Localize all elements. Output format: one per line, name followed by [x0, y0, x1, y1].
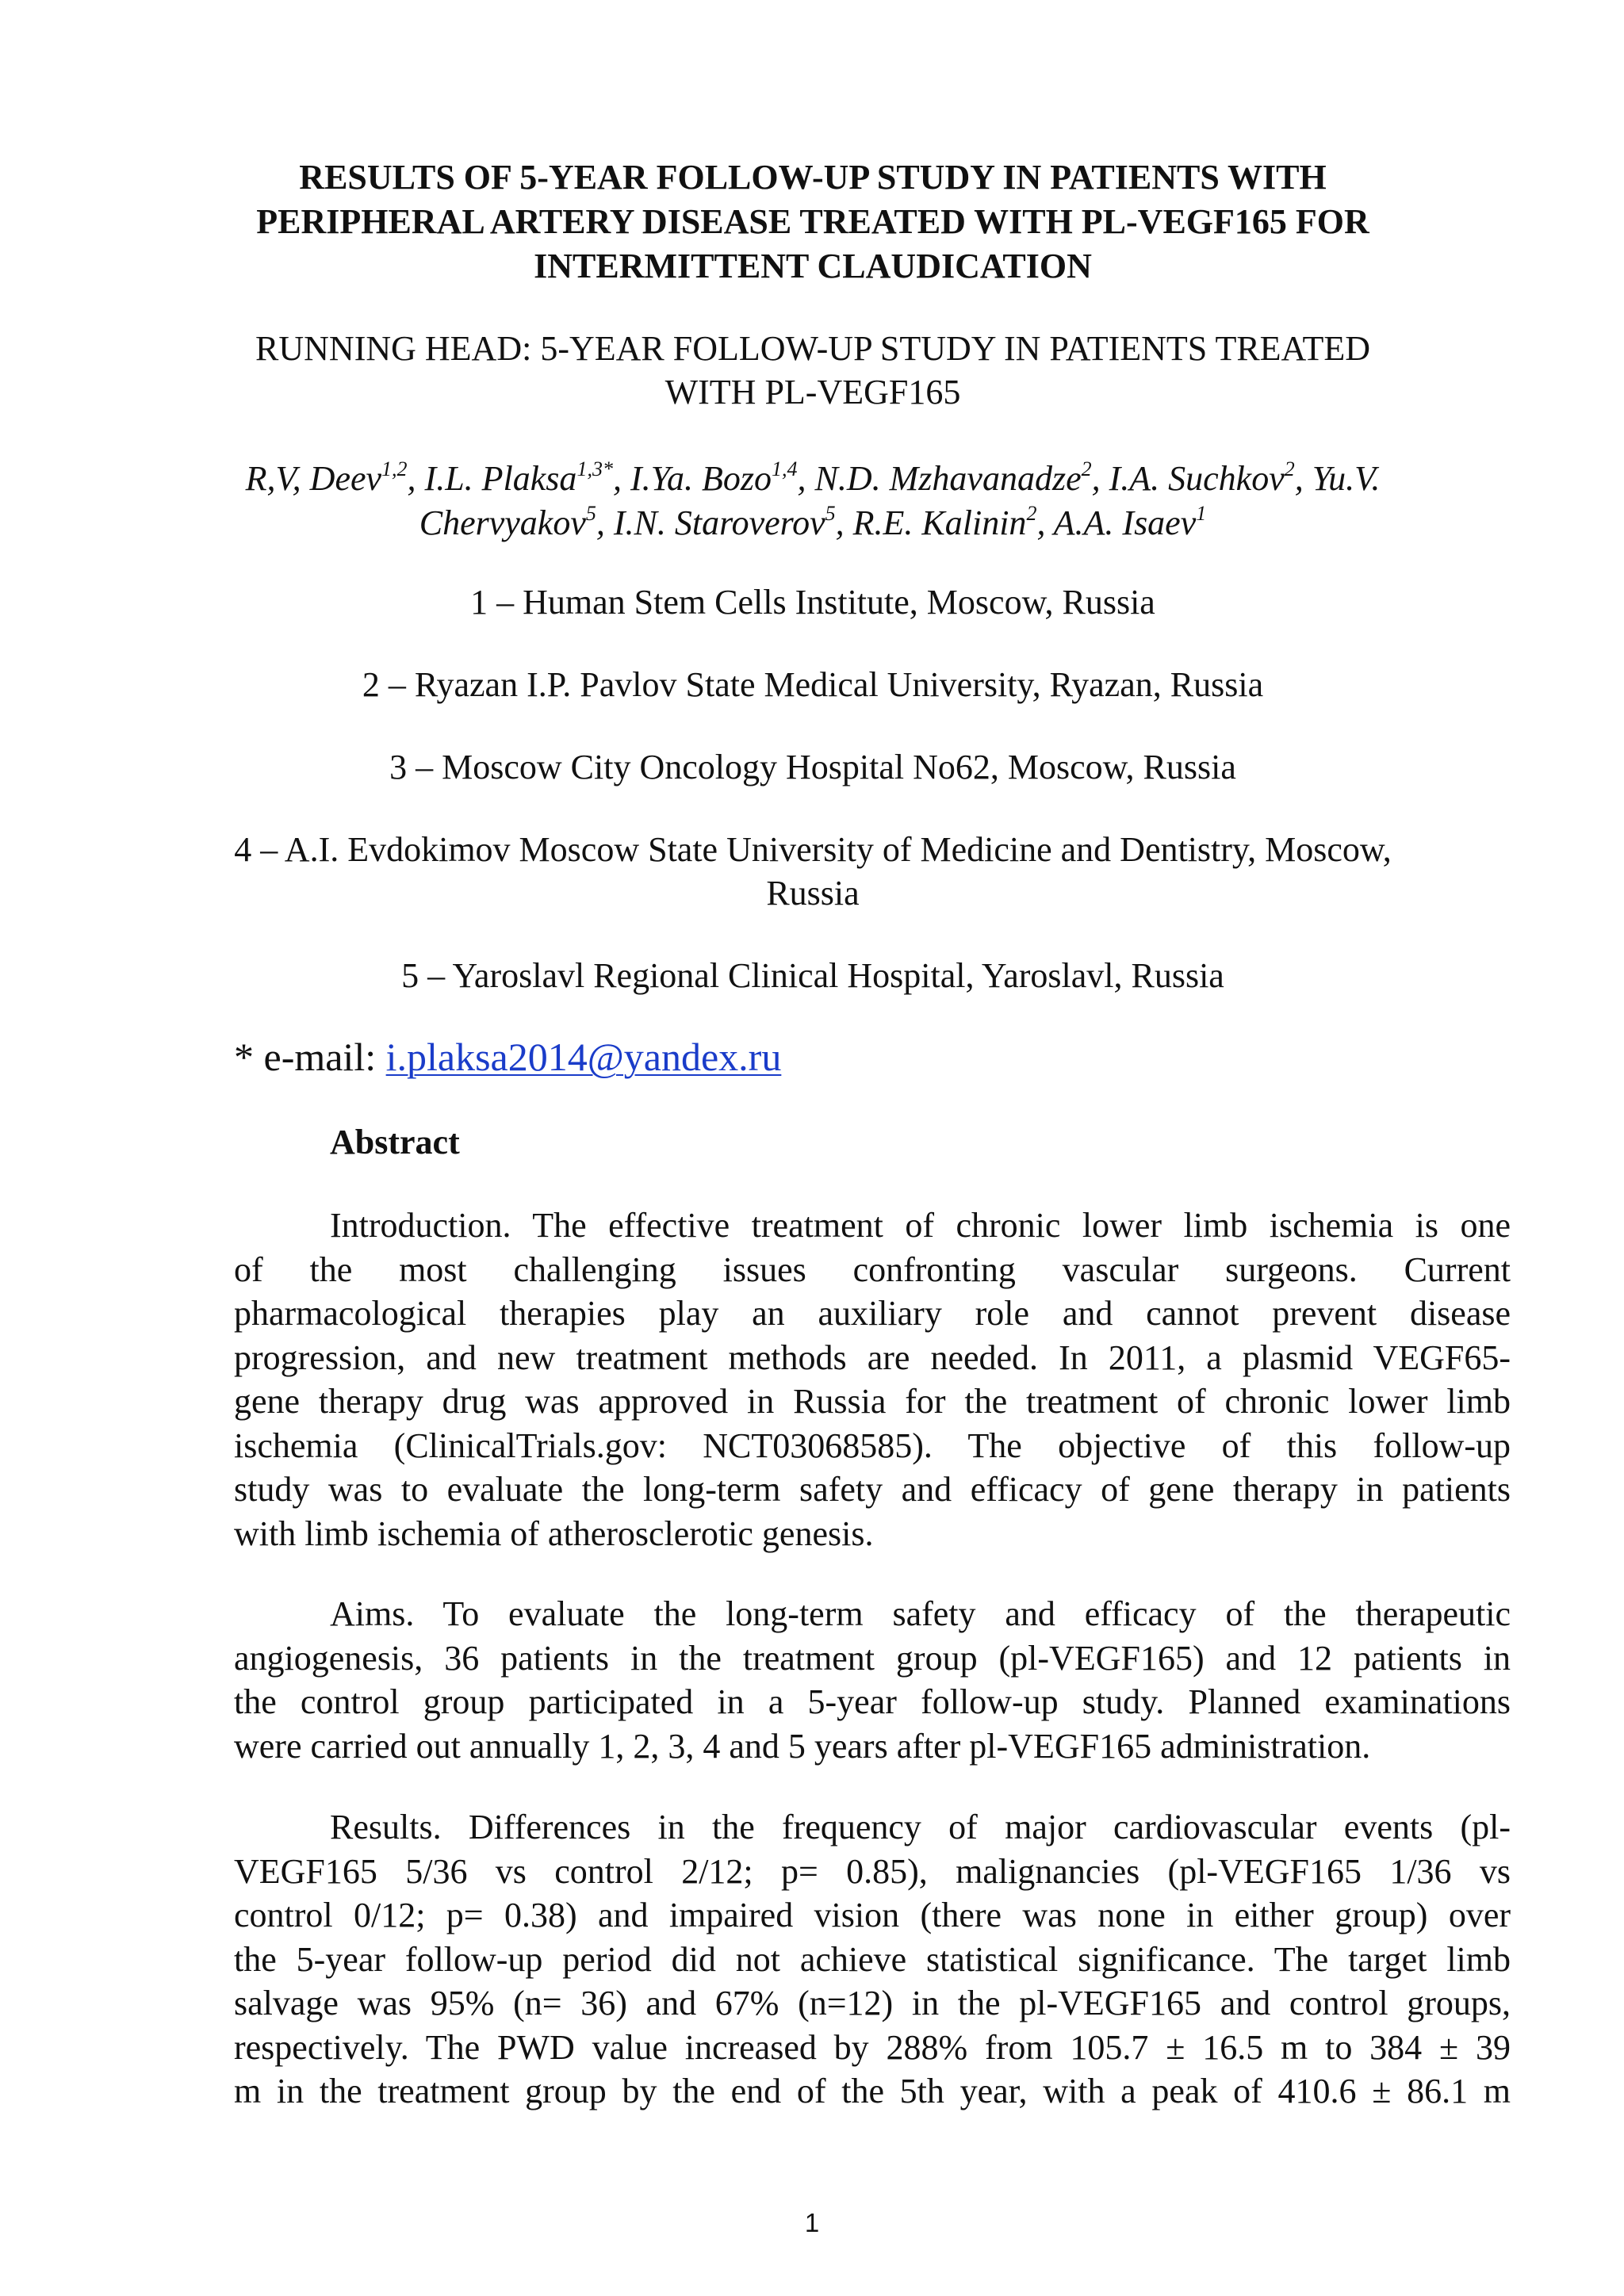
- running-head: [198, 327, 1427, 414]
- title-line: INTERMITTENT CLAUDICATION: [534, 247, 1092, 285]
- author-affiliation-mark: 2: [1081, 457, 1092, 480]
- text-line: the control group participated in a 5-year follow-up study. Planned examinations: [234, 1682, 1511, 1721]
- author-affiliation-mark: 1,4: [772, 457, 798, 480]
- text-line: Aims. To evaluate the long-term safety and efficacy of the therapeutic: [330, 1594, 1511, 1633]
- affiliation-line: 4 – A.I. Evdokimov Moscow State University of Medicine and Dentistry, Moscow,: [234, 830, 1392, 869]
- author-affiliation-mark: 1,2: [381, 457, 408, 480]
- author-name: I.N. Staroverov: [613, 503, 825, 542]
- text-line: control 0/12; p= 0.38) and impaired vision (there was none in either group) over: [234, 1896, 1511, 1934]
- email-prefix: * e-mail:: [234, 1035, 386, 1079]
- text-line: pharmacological therapies play an auxiliary role and cannot prevent disease: [234, 1294, 1511, 1333]
- author-separator: ,: [1294, 459, 1312, 498]
- affiliation-4: [214, 828, 1411, 915]
- text-line: with limb ischemia of atherosclerotic genesis.: [234, 1513, 874, 1553]
- author-line: [198, 501, 1427, 545]
- affiliation-line: 1 – Human Stem Cells Institute, Moscow, Russia: [470, 583, 1155, 622]
- text-line: angiogenesis, 36 patients in the treatment group (pl-VEGF165) and 12 patients in: [234, 1638, 1511, 1678]
- author-name: A.A. Isaev: [1053, 503, 1197, 542]
- author-name: I.A. Suchkov: [1109, 459, 1285, 498]
- text-line: progression, and new treatment methods are needed. In 2011, a plasmid VEGF65-: [234, 1337, 1511, 1377]
- text-line: were carried out annually 1, 2, 3, 4 and 5 years after pl-VEGF165 administration.: [234, 1726, 1371, 1766]
- author-name: I.L. Plaksa: [424, 459, 577, 498]
- author-separator: ,: [797, 459, 815, 498]
- running-head-line: RUNNING HEAD: 5-YEAR FOLLOW-UP STUDY IN PATIENTS TREATED: [255, 329, 1370, 368]
- paragraph-introduction: [234, 1203, 1511, 1556]
- corresponding-email: [234, 1033, 781, 1081]
- text-line: the 5-year follow-up period did not achieve statistical significance. The target limb: [234, 1939, 1511, 1979]
- affiliation-5: [214, 954, 1411, 997]
- email-link[interactable]: i.plaksa2014@yandex.ru: [385, 1035, 782, 1079]
- author-affiliation-mark: 2: [1026, 502, 1037, 525]
- text-line: salvage was 95% (n= 36) and 67% (n=12) in the pl-VEGF165 and control groups,: [234, 1984, 1511, 2022]
- author-separator: ,: [1036, 503, 1054, 542]
- author-list: [198, 457, 1427, 545]
- affiliation-line: Russia: [766, 874, 860, 913]
- abstract-heading: Abstract: [330, 1123, 460, 1161]
- author-name: I.Ya. Bozo: [630, 459, 772, 498]
- author-separator: ,: [407, 459, 425, 498]
- author-separator: ,: [612, 459, 630, 498]
- affiliation-line: 2 – Ryazan I.P. Pavlov State Medical University, Ryazan, Russia: [362, 665, 1264, 704]
- text-line: Introduction. The effective treatment of chronic lower limb ischemia is one: [330, 1206, 1511, 1245]
- author-separator: ,: [1091, 459, 1109, 498]
- affiliation-line: 5 – Yaroslavl Regional Clinical Hospital, Yaroslavl, Russia: [401, 956, 1224, 995]
- text-line: gene therapy drug was approved in Russia for the treatment of chronic lower limb: [234, 1382, 1511, 1421]
- author-name: R.E. Kalinin: [852, 503, 1027, 542]
- author-name: N.D. Mzhavanadze: [814, 459, 1082, 498]
- author-affiliation-mark: 5: [825, 502, 836, 525]
- author-name-part: Chervyakov: [419, 503, 586, 542]
- paragraph-results: [234, 1805, 1511, 2114]
- author-affiliation-mark: 2: [1284, 457, 1295, 480]
- author-affiliation-mark: 1,3*: [576, 457, 613, 480]
- title-line: PERIPHERAL ARTERY DISEASE TREATED WITH PL-VEGF165 FOR: [256, 202, 1369, 241]
- author-separator: ,: [596, 503, 614, 542]
- author-affiliation-mark: 1: [1196, 502, 1207, 525]
- author-separator: ,: [835, 503, 853, 542]
- affiliation-3: [214, 745, 1411, 789]
- text-line: Results. Differences in the frequency of major cardiovascular events (pl-: [330, 1808, 1511, 1846]
- text-line: study was to evaluate the long-term safety and efficacy of gene therapy in patients: [234, 1470, 1511, 1509]
- affiliation-2: [214, 663, 1411, 706]
- affiliation-line: 3 – Moscow City Oncology Hospital No62, Moscow, Russia: [389, 748, 1236, 786]
- paper-title: [198, 155, 1427, 289]
- title-line: RESULTS OF 5-YEAR FOLLOW-UP STUDY IN PATIENTS WITH: [299, 158, 1327, 197]
- affiliation-1: [214, 580, 1411, 624]
- running-head-line: WITH PL-VEGF165: [665, 373, 961, 411]
- author-name-part: Yu.V.: [1312, 459, 1381, 498]
- text-line: VEGF165 5/36 vs control 2/12; p= 0.85), malignancies (pl-VEGF165 1/36 vs: [234, 1851, 1511, 1891]
- author-affiliation-mark: 5: [585, 502, 596, 525]
- author-name: R,V, Deev: [245, 459, 382, 498]
- text-line: respectively. The PWD value increased by 288% from 105.7 ± 16.5 m to 384 ± 39: [234, 2027, 1511, 2067]
- author-line: [198, 457, 1427, 501]
- text-line: of the most challenging issues confronting vascular surgeons. Current: [234, 1249, 1511, 1289]
- text-line: m in the treatment group by the end of the 5th year, with a peak of 410.6 ± 86.1 m: [234, 2072, 1511, 2110]
- page-number: 1: [804, 2208, 820, 2237]
- text-line: ischemia (ClinicalTrials.gov: NCT03068585). The objective of this follow-up: [234, 1425, 1511, 1465]
- paragraph-aims: [234, 1592, 1511, 1768]
